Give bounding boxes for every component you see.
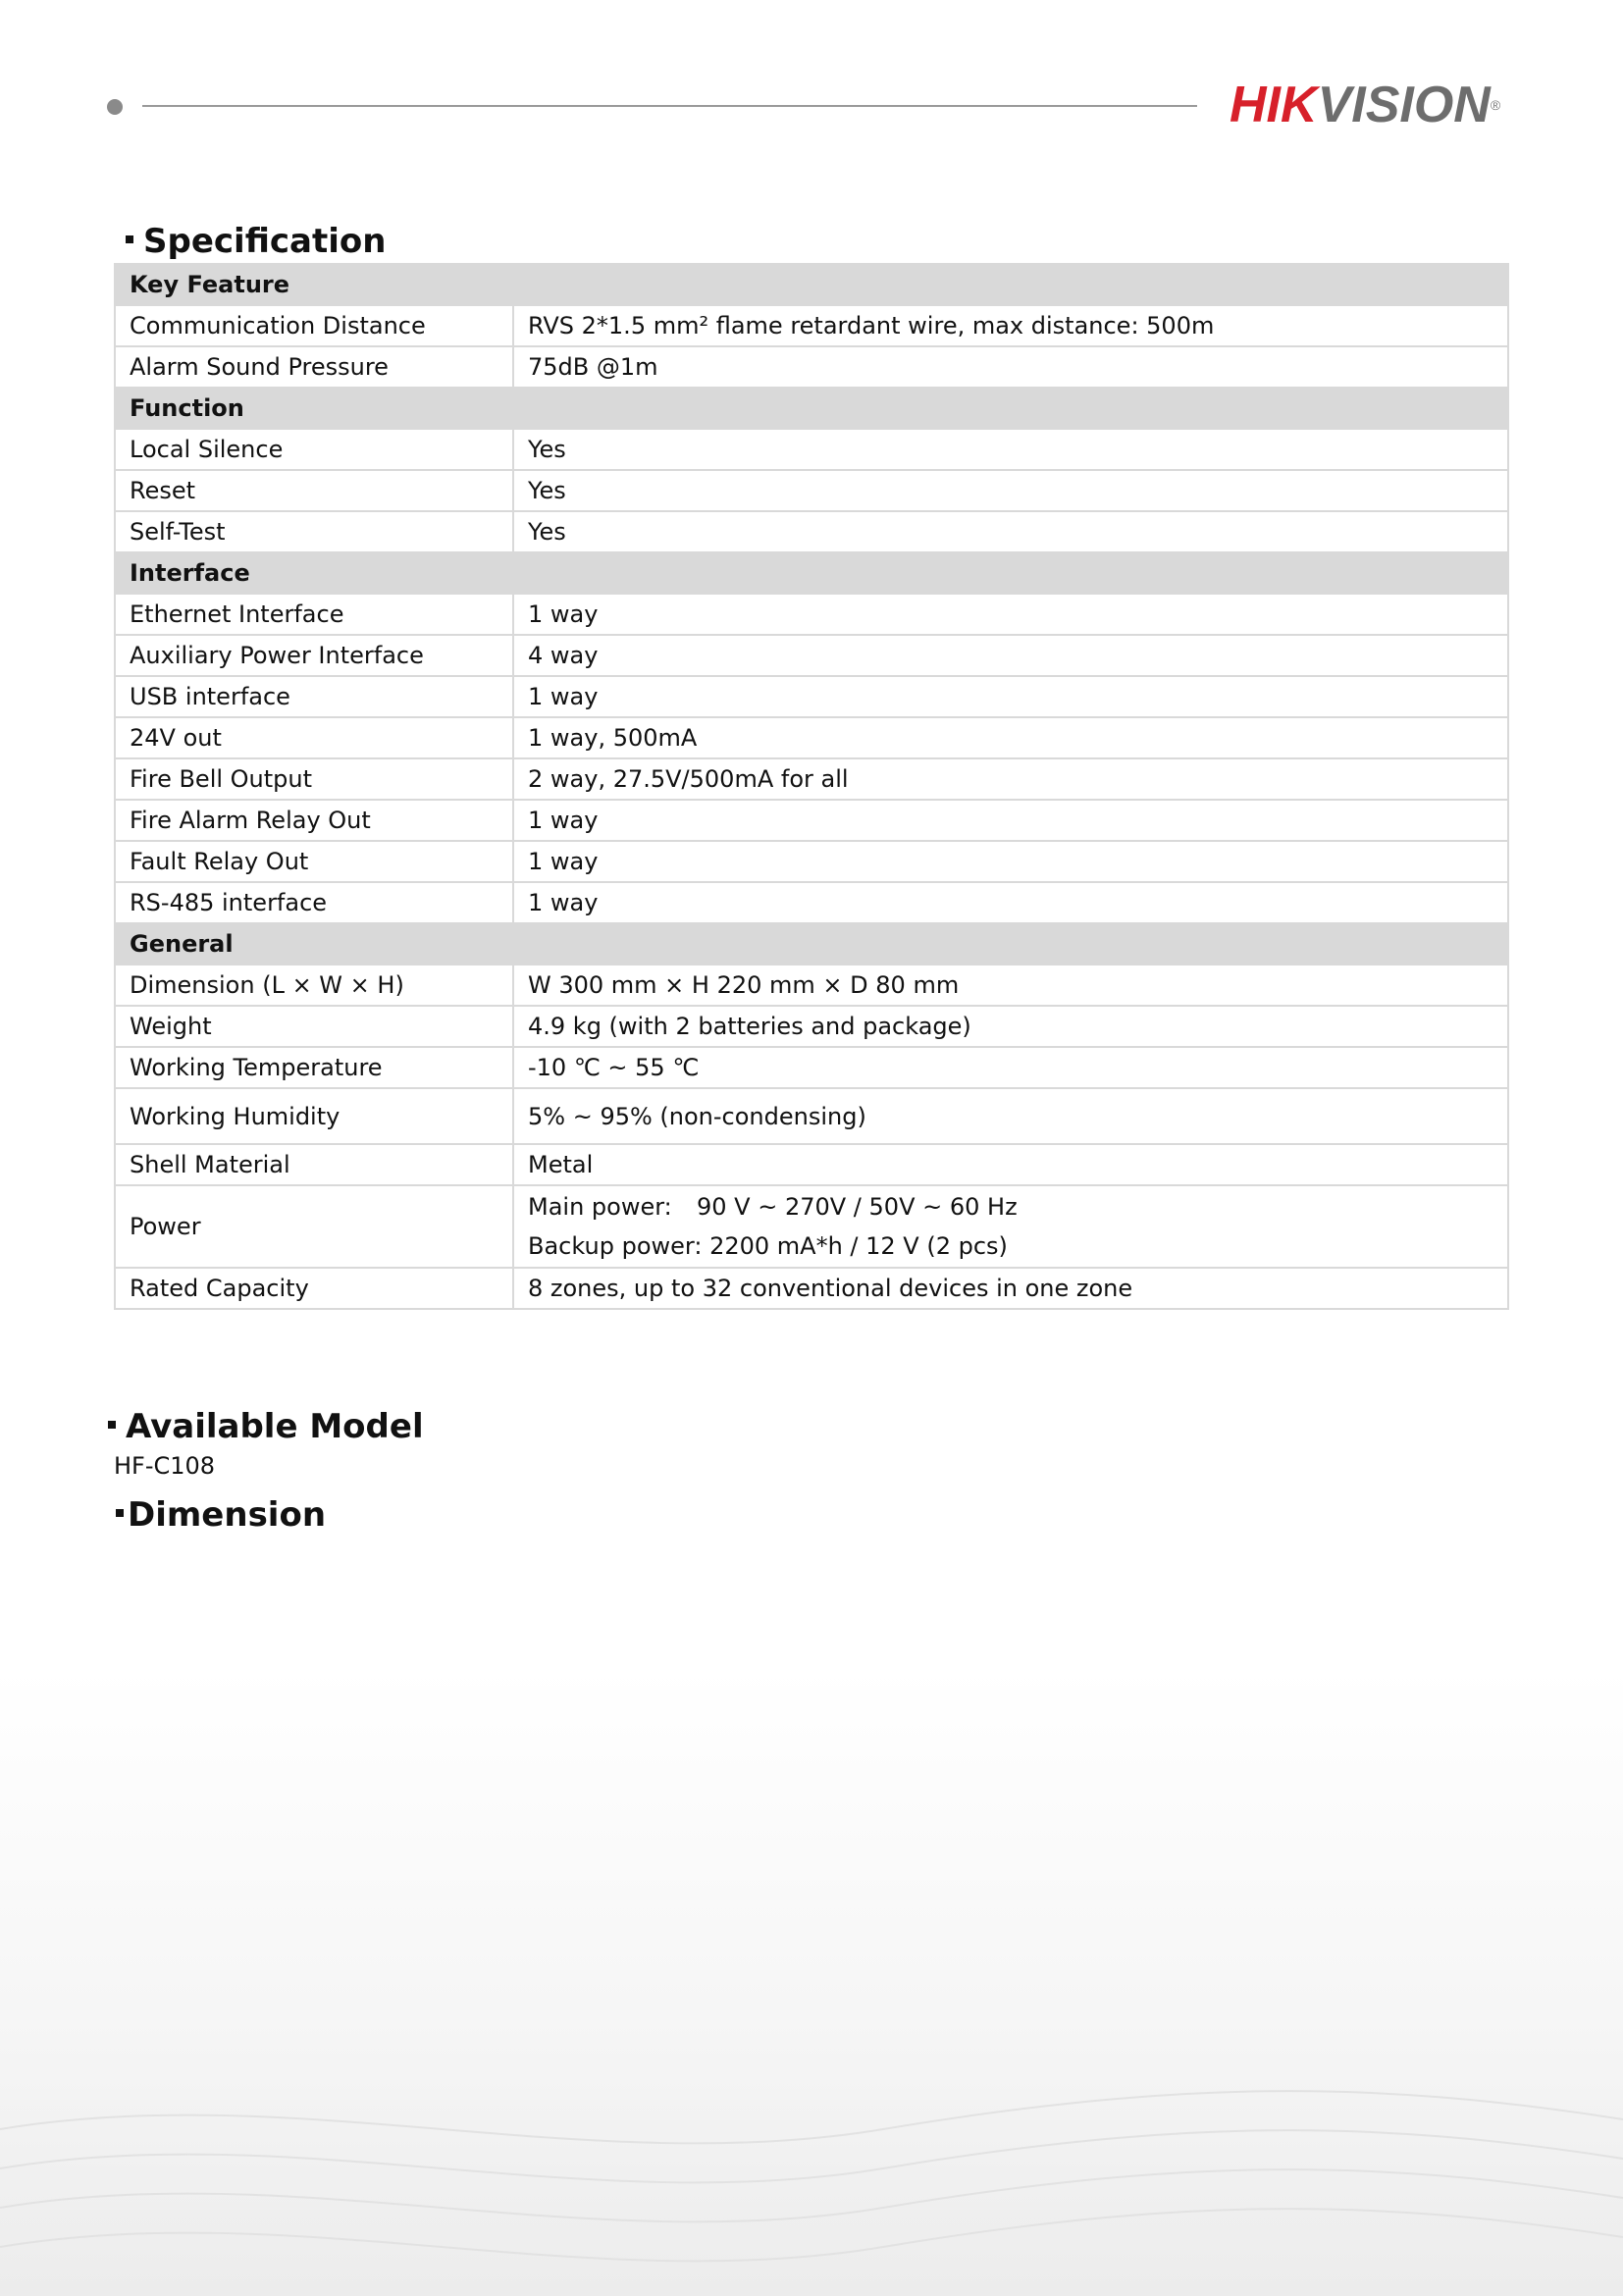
table-row: RS-485 interface 1 way <box>115 882 1508 923</box>
table-row: Weight 4.9 kg (with 2 batteries and package) <box>115 1006 1508 1047</box>
hikvision-logo: HIKVISION® <box>1230 77 1501 133</box>
bullet-icon <box>126 235 133 243</box>
available-model-heading: Available Model <box>108 1407 424 1446</box>
dimension-heading: Dimension <box>116 1495 326 1535</box>
table-row: Working Temperature -10 ℃ ~ 55 ℃ <box>115 1047 1508 1088</box>
table-row-power: Power Main power: 90 V ~ 270V / 50V ~ 60 Hz Backup power: 2200 mA*h / 12 V (2 pcs) <box>115 1185 1508 1268</box>
background-wave <box>0 1668 1623 2296</box>
table-row: Ethernet Interface 1 way <box>115 594 1508 635</box>
table-row: Fault Relay Out 1 way <box>115 841 1508 882</box>
header-dot <box>107 99 123 115</box>
backup-power-line: Backup power: 2200 mA*h / 12 V (2 pcs) <box>528 1232 1008 1260</box>
table-row: Working Humidity 5% ~ 95% (non-condensing) <box>115 1088 1508 1144</box>
category-row: Key Feature <box>115 264 1508 305</box>
category-row: Function <box>115 388 1508 429</box>
table-row: Local Silence Yes <box>115 429 1508 470</box>
specification-table <box>114 263 1509 1310</box>
bullet-icon <box>108 1421 116 1429</box>
table-row: Shell Material Metal <box>115 1144 1508 1185</box>
header-rule <box>142 105 1197 107</box>
table-row: Communication Distance RVS 2*1.5 mm² flame retardant wire, max distance: 500m <box>115 305 1508 346</box>
main-power-line: Main power: 90 V ~ 270V / 50V ~ 60 Hz <box>528 1193 1018 1221</box>
table-row: Auxiliary Power Interface 4 way <box>115 635 1508 676</box>
bullet-icon <box>116 1509 124 1517</box>
table-row: Dimension (L × W × H) W 300 mm × H 220 mm × D 80 mm <box>115 965 1508 1006</box>
power-value <box>513 1185 1508 1268</box>
table-row: 24V out 1 way, 500mA <box>115 717 1508 758</box>
table-row: Rated Capacity 8 zones, up to 32 conventional devices in one zone <box>115 1268 1508 1309</box>
table-row: Self-Test Yes <box>115 511 1508 552</box>
table-row: Fire Bell Output 2 way, 27.5V/500mA for all <box>115 758 1508 800</box>
table-row: USB interface 1 way <box>115 676 1508 717</box>
table-row: Fire Alarm Relay Out 1 way <box>115 800 1508 841</box>
category-row: General <box>115 923 1508 965</box>
category-row: Interface <box>115 552 1508 594</box>
table-row: Reset Yes <box>115 470 1508 511</box>
model-code: HF-C108 <box>114 1452 216 1480</box>
specification-heading: Specification <box>126 222 386 261</box>
table-row: Alarm Sound Pressure 75dB @1m <box>115 346 1508 388</box>
